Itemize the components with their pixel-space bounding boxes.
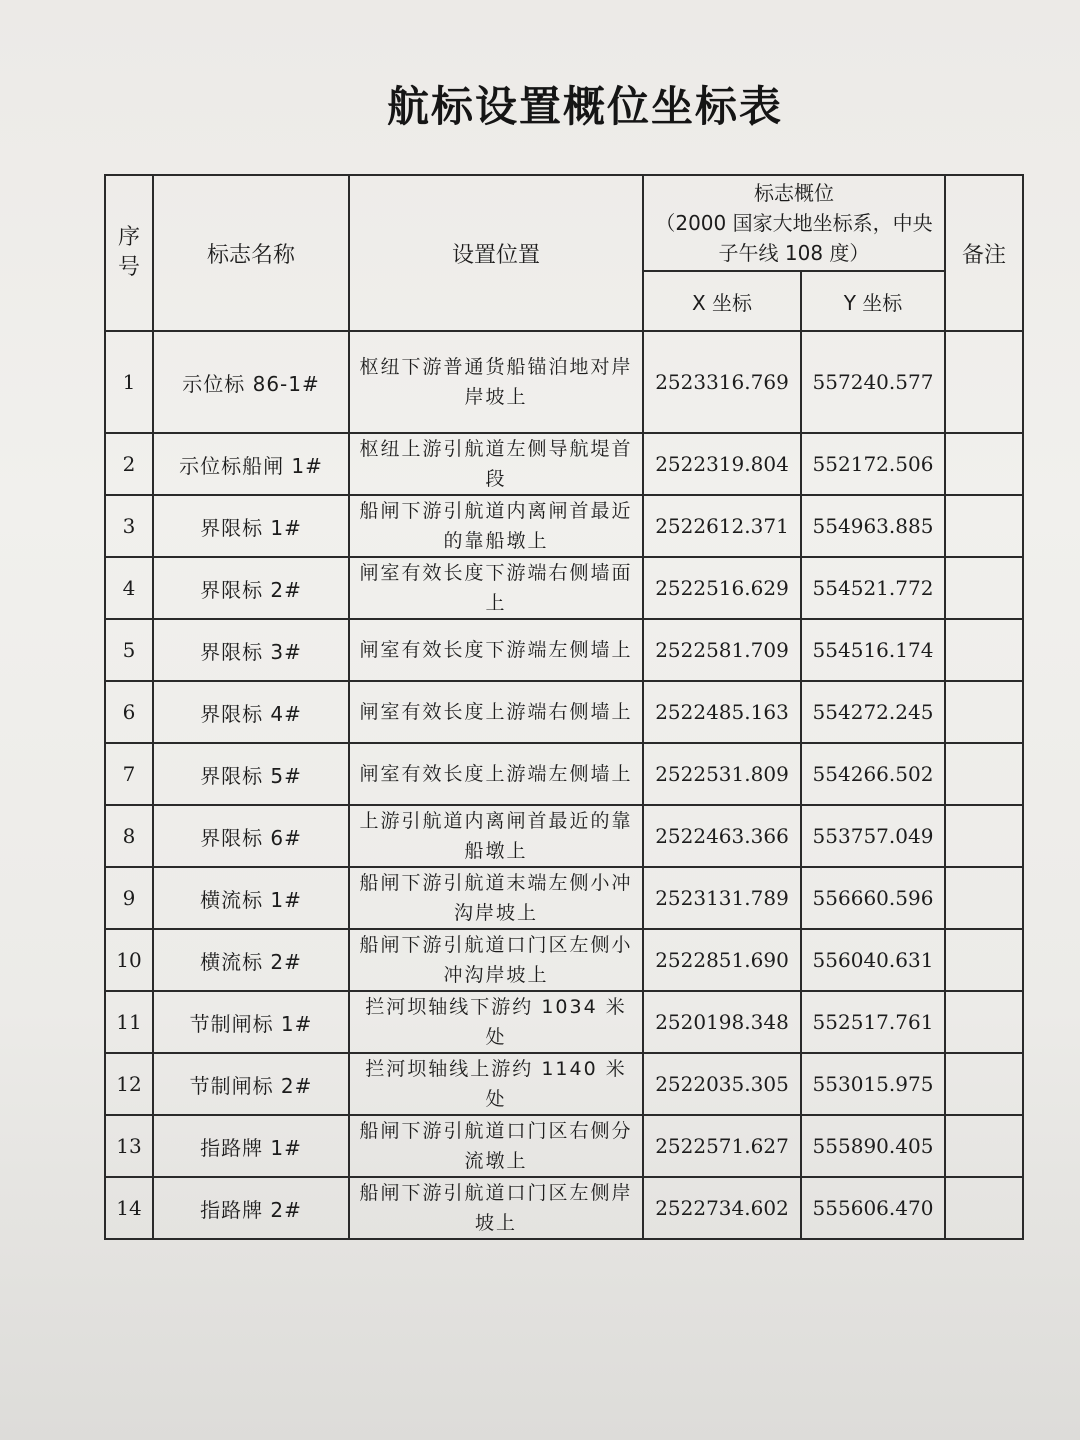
cell-name: 界限标 5#	[153, 743, 349, 805]
cell-location: 闸室有效长度下游端右侧墙面上	[349, 557, 643, 619]
header-name: 标志名称	[153, 175, 349, 331]
cell-name: 界限标 4#	[153, 681, 349, 743]
cell-name: 横流标 1#	[153, 867, 349, 929]
header-x: X 坐标	[643, 271, 801, 331]
cell-seq: 4	[105, 557, 153, 619]
cell-location: 船闸下游引航道末端左侧小冲沟岸坡上	[349, 867, 643, 929]
cell-x-coordinate: 2522463.366	[643, 805, 801, 867]
cell-name: 界限标 6#	[153, 805, 349, 867]
table-row	[105, 1053, 1023, 1115]
cell-x-coordinate: 2523316.769	[643, 331, 801, 433]
cell-seq: 12	[105, 1053, 153, 1115]
cell-seq: 6	[105, 681, 153, 743]
cell-note	[945, 743, 1023, 805]
cell-y-coordinate: 555606.470	[801, 1177, 945, 1239]
cell-x-coordinate: 2522516.629	[643, 557, 801, 619]
cell-y-coordinate: 552172.506	[801, 433, 945, 495]
cell-y-coordinate: 554272.245	[801, 681, 945, 743]
cell-name: 示位标 86-1#	[153, 331, 349, 433]
table-row	[105, 331, 1023, 433]
cell-note	[945, 867, 1023, 929]
cell-seq: 10	[105, 929, 153, 991]
cell-seq: 13	[105, 1115, 153, 1177]
header-seq: 序号	[105, 175, 153, 331]
cell-x-coordinate: 2522734.602	[643, 1177, 801, 1239]
cell-location: 拦河坝轴线上游约 1140 米处	[349, 1053, 643, 1115]
cell-note	[945, 619, 1023, 681]
cell-note	[945, 495, 1023, 557]
cell-location: 闸室有效长度上游端右侧墙上	[349, 681, 643, 743]
table-row	[105, 619, 1023, 681]
cell-name: 界限标 1#	[153, 495, 349, 557]
cell-note	[945, 681, 1023, 743]
cell-y-coordinate: 554516.174	[801, 619, 945, 681]
cell-x-coordinate: 2522851.690	[643, 929, 801, 991]
cell-location: 枢纽上游引航道左侧导航堤首段	[349, 433, 643, 495]
cell-y-coordinate: 556040.631	[801, 929, 945, 991]
cell-x-coordinate: 2522485.163	[643, 681, 801, 743]
cell-note	[945, 433, 1023, 495]
cell-note	[945, 1177, 1023, 1239]
cell-x-coordinate: 2522581.709	[643, 619, 801, 681]
cell-location: 拦河坝轴线下游约 1034 米处	[349, 991, 643, 1053]
cell-location: 船闸下游引航道内离闸首最近的靠船墩上	[349, 495, 643, 557]
cell-name: 指路牌 1#	[153, 1115, 349, 1177]
cell-y-coordinate: 555890.405	[801, 1115, 945, 1177]
cell-seq: 8	[105, 805, 153, 867]
table-row	[105, 433, 1023, 495]
cell-name: 节制闸标 1#	[153, 991, 349, 1053]
cell-note	[945, 331, 1023, 433]
table-row	[105, 743, 1023, 805]
cell-seq: 3	[105, 495, 153, 557]
cell-y-coordinate: 554963.885	[801, 495, 945, 557]
header-note: 备注	[945, 175, 1023, 331]
table-row	[105, 1177, 1023, 1239]
table-row	[105, 681, 1023, 743]
cell-name: 节制闸标 2#	[153, 1053, 349, 1115]
cell-note	[945, 557, 1023, 619]
header-position: 标志概位 （2000 国家大地坐标系，中央子午线 108 度）	[643, 175, 945, 271]
header-y: Y 坐标	[801, 271, 945, 331]
cell-y-coordinate: 554521.772	[801, 557, 945, 619]
cell-name: 示位标船闸 1#	[153, 433, 349, 495]
cell-name: 界限标 3#	[153, 619, 349, 681]
cell-seq: 11	[105, 991, 153, 1053]
table-row	[105, 495, 1023, 557]
cell-seq: 7	[105, 743, 153, 805]
cell-x-coordinate: 2520198.348	[643, 991, 801, 1053]
table-row	[105, 1115, 1023, 1177]
table-row	[105, 867, 1023, 929]
table-row	[105, 929, 1023, 991]
cell-y-coordinate: 553015.975	[801, 1053, 945, 1115]
table-row	[105, 991, 1023, 1053]
cell-x-coordinate: 2522035.305	[643, 1053, 801, 1115]
cell-y-coordinate: 557240.577	[801, 331, 945, 433]
cell-location: 船闸下游引航道口门区左侧岸坡上	[349, 1177, 643, 1239]
cell-note	[945, 1115, 1023, 1177]
cell-note	[945, 805, 1023, 867]
cell-y-coordinate: 552517.761	[801, 991, 945, 1053]
cell-note	[945, 1053, 1023, 1115]
cell-seq: 1	[105, 331, 153, 433]
cell-location: 上游引航道内离闸首最近的靠船墩上	[349, 805, 643, 867]
cell-note	[945, 991, 1023, 1053]
cell-seq: 9	[105, 867, 153, 929]
cell-location: 闸室有效长度上游端左侧墙上	[349, 743, 643, 805]
cell-name: 横流标 2#	[153, 929, 349, 991]
cell-location: 闸室有效长度下游端左侧墙上	[349, 619, 643, 681]
cell-name: 指路牌 2#	[153, 1177, 349, 1239]
cell-x-coordinate: 2522612.371	[643, 495, 801, 557]
cell-location: 船闸下游引航道口门区右侧分流墩上	[349, 1115, 643, 1177]
table-row	[105, 557, 1023, 619]
cell-note	[945, 929, 1023, 991]
coordinates-table	[104, 174, 1024, 1240]
table-row	[105, 805, 1023, 867]
cell-seq: 5	[105, 619, 153, 681]
cell-seq: 2	[105, 433, 153, 495]
cell-y-coordinate: 556660.596	[801, 867, 945, 929]
cell-name: 界限标 2#	[153, 557, 349, 619]
document-title: 航标设置概位坐标表	[386, 82, 783, 131]
cell-seq: 14	[105, 1177, 153, 1239]
cell-location: 枢纽下游普通货船锚泊地对岸岸坡上	[349, 331, 643, 433]
cell-x-coordinate: 2522531.809	[643, 743, 801, 805]
cell-x-coordinate: 2523131.789	[643, 867, 801, 929]
cell-location: 船闸下游引航道口门区左侧小冲沟岸坡上	[349, 929, 643, 991]
cell-x-coordinate: 2522571.627	[643, 1115, 801, 1177]
cell-y-coordinate: 554266.502	[801, 743, 945, 805]
header-location: 设置位置	[349, 175, 643, 331]
cell-x-coordinate: 2522319.804	[643, 433, 801, 495]
cell-y-coordinate: 553757.049	[801, 805, 945, 867]
table-body	[105, 331, 1023, 1239]
